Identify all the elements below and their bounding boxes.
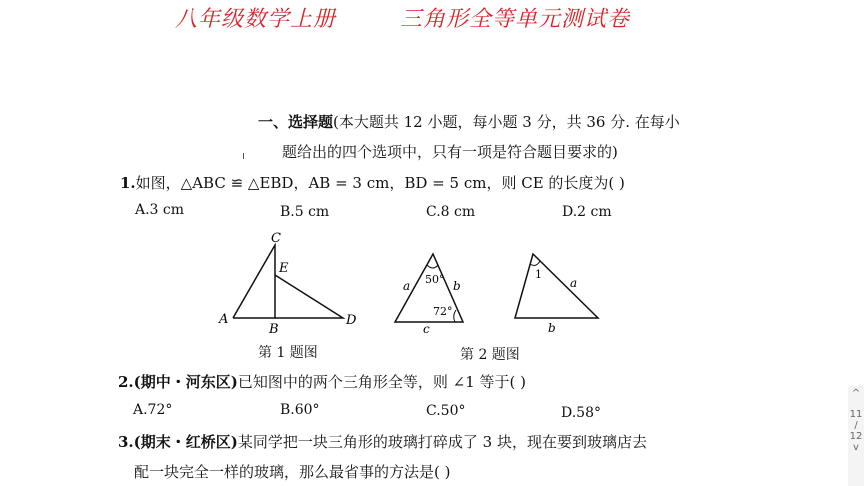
- label-72: 72°: [433, 305, 453, 318]
- page-separator: /: [854, 420, 858, 431]
- question-1-number: 1.: [120, 174, 136, 192]
- figure-1-caption: 第 1 题图: [258, 345, 318, 361]
- angle-mark-72: [454, 310, 456, 322]
- q1-option-a: A.3 cm: [135, 202, 185, 218]
- question-2-number: 2.: [118, 373, 134, 391]
- label-50: 50°: [425, 273, 445, 286]
- label-angle-1: 1: [535, 268, 542, 281]
- section-desc-2: 题给出的四个选项中，只有一项是符合题目要求的): [282, 143, 618, 161]
- figure-2-caption: 第 2 题图: [460, 347, 520, 363]
- label-side-b-left: b: [453, 279, 461, 293]
- total-pages: 12: [849, 431, 863, 442]
- triangle-right: [515, 254, 598, 318]
- page-navigator: [848, 386, 864, 486]
- label-side-b-right: b: [548, 321, 556, 335]
- question-3-number: 3.: [118, 433, 134, 451]
- label-d: D: [346, 313, 357, 328]
- handwritten-title-note: 三角形全等单元测试卷: [400, 7, 631, 32]
- question-2-text: 已知图中的两个三角形全等，则 ∠1 等于( ): [237, 373, 526, 391]
- q1-option-b: B.5 cm: [280, 204, 330, 220]
- q2-option-c: C.50°: [426, 403, 466, 419]
- section-title: 一、选择题: [258, 113, 334, 131]
- q2-option-b: B.60°: [280, 402, 320, 418]
- question-1-text: 如图，△ABC ≌ △EBD，AB = 3 cm，BD = 5 cm，则 CE 的长度为( ): [135, 174, 625, 192]
- question-3-text: 某同学把一块三角形的玻璃打碎成了 3 块，现在要到玻璃店去: [237, 433, 647, 451]
- label-side-c: c: [423, 322, 430, 336]
- scan-mark: [243, 153, 244, 159]
- label-side-a-left: a: [403, 279, 411, 293]
- question-2: [118, 371, 526, 392]
- section-desc-1: (本大题共 12 小题，每小题 3 分，共 36 分. 在每小: [333, 113, 680, 131]
- label-e: E: [279, 261, 289, 276]
- q1-option-d: D.2 cm: [562, 204, 612, 220]
- q1-option-c: C.8 cm: [426, 204, 476, 220]
- question-3-tag: (期末・红桥区): [133, 433, 238, 451]
- label-a: A: [219, 312, 229, 327]
- question-3: [118, 431, 647, 452]
- current-page: 11: [849, 409, 863, 420]
- label-side-a-right: a: [570, 276, 578, 290]
- question-3-text-2: 配一块完全一样的玻璃，那么最省事的方法是( ): [134, 463, 451, 481]
- handwritten-grade-note: 八年级数学上册: [175, 7, 337, 32]
- label-c: C: [271, 231, 281, 246]
- q2-option-a: A.72°: [133, 402, 173, 418]
- page-down-button[interactable]: v: [853, 442, 859, 453]
- angle-mark-50: [427, 265, 438, 268]
- question-2-tag: (期中・河东区): [133, 373, 238, 391]
- page-up-button[interactable]: ^: [851, 388, 861, 399]
- q2-option-d: D.58°: [561, 405, 601, 421]
- label-b: B: [269, 322, 279, 337]
